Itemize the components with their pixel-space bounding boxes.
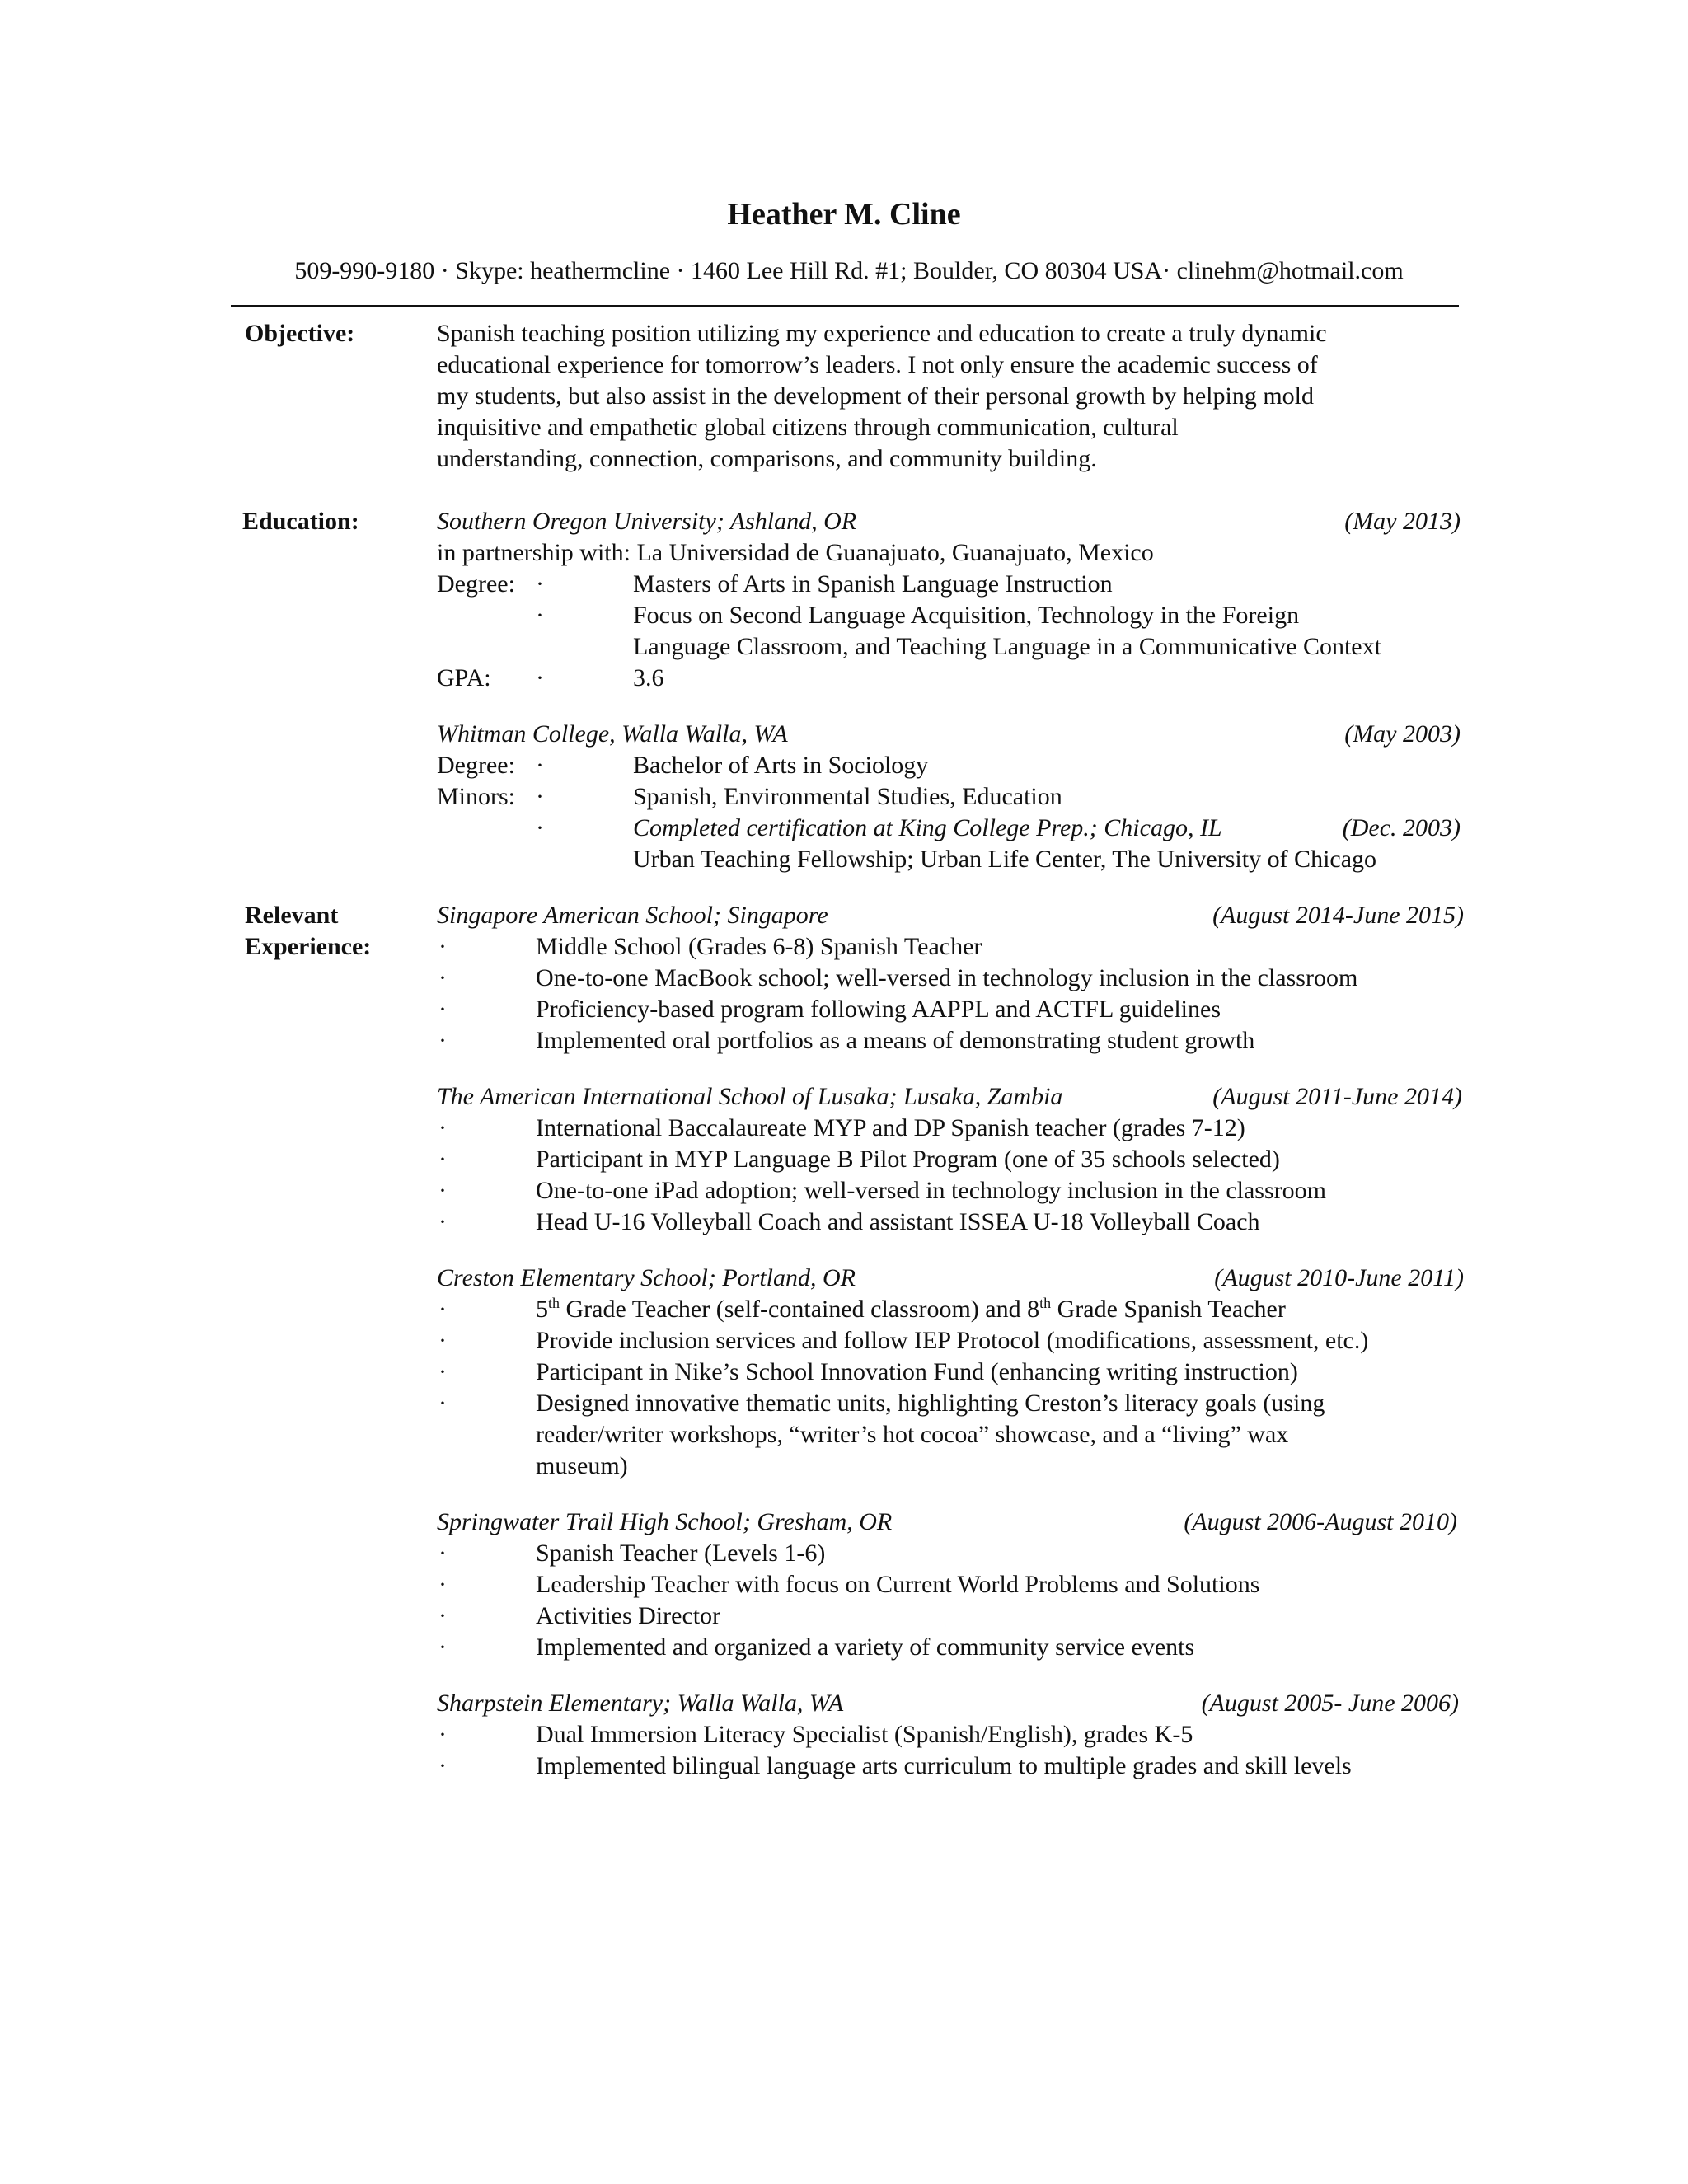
whitman-minors: Spanish, Environmental Studies, Education [633, 783, 1062, 810]
experience-label: Experience: [245, 933, 372, 960]
job-date: (August 2005- June 2006) [1201, 1690, 1459, 1717]
job-item-continued: reader/writer workshops, “writer’s hot cocoa” showcase, and a “living” wax [536, 1421, 1289, 1448]
sou-gpa: 3.6 [633, 664, 664, 691]
experience-label: Relevant [245, 902, 339, 929]
bullet: · [536, 783, 544, 810]
objective-line: my students, but also assist in the development of their personal growth by helping mold [437, 382, 1315, 410]
job-item: Head U-16 Volleyball Coach and assistant ISSEA U-18 Volleyball Coach [536, 1208, 1260, 1235]
job-item-continued: museum) [536, 1452, 628, 1479]
bullet: · [438, 1027, 447, 1054]
job-item: One-to-one MacBook school; well-versed in technology inclusion in the classroom [536, 964, 1358, 991]
bullet: · [438, 1633, 447, 1661]
bullet: · [438, 1390, 447, 1417]
whitman-degree: Bachelor of Arts in Sociology [633, 752, 929, 779]
sou-degree: Masters of Arts in Spanish Language Instruction [633, 570, 1113, 598]
sou-date: (May 2013) [1344, 508, 1461, 535]
whitman-cert-date: (Dec. 2003) [1342, 814, 1461, 841]
job-item: Provide inclusion services and follow IEP Protocol (modifications, assessment, etc.) [536, 1327, 1369, 1354]
job-date: (August 2014-June 2015) [1212, 902, 1464, 929]
education-label: Education: [242, 508, 359, 535]
job-title: Creston Elementary School; Portland, OR [437, 1264, 856, 1291]
resume-name: Heather M. Cline [727, 197, 961, 232]
sou-focus: Language Classroom, and Teaching Language in a Communicative Context [633, 633, 1381, 660]
bullet: · [536, 752, 544, 779]
objective-line: understanding, connection, comparisons, and community building. [437, 445, 1097, 472]
bullet: · [438, 1540, 447, 1567]
whitman-cert: Completed certification at King College Prep.; Chicago, IL [633, 814, 1222, 841]
job-date: (August 2010-June 2011) [1214, 1264, 1464, 1291]
bullet: · [438, 1208, 447, 1235]
bullet: · [438, 1602, 447, 1629]
whitman-degree-label: Degree: [437, 752, 515, 779]
bullet: · [536, 664, 544, 691]
job-item: Participant in MYP Language B Pilot Program (one of 35 schools selected) [536, 1146, 1280, 1173]
whitman-minors-label: Minors: [437, 783, 516, 810]
sou-focus: Focus on Second Language Acquisition, Technology in the Foreign [633, 602, 1300, 629]
job-date: (August 2011-June 2014) [1212, 1083, 1462, 1110]
bullet: · [536, 814, 544, 841]
job-date: (August 2006-August 2010) [1184, 1508, 1457, 1535]
job-item: Designed innovative thematic units, highlighting Creston’s literacy goals (using [536, 1390, 1325, 1417]
bullet: · [438, 1146, 447, 1173]
job-title: Sharpstein Elementary; Walla Walla, WA [437, 1690, 844, 1717]
bullet: · [438, 933, 447, 960]
job-item: Leadership Teacher with focus on Current World Problems and Solutions [536, 1571, 1260, 1598]
whitman-date: (May 2003) [1344, 720, 1461, 748]
bullet: · [438, 1296, 447, 1323]
job-item: Proficiency-based program following AAPPL and ACTFL guidelines [536, 996, 1221, 1023]
sou-school: Southern Oregon University; Ashland, OR [437, 508, 857, 535]
bullet: · [438, 1752, 447, 1779]
bullet: · [536, 570, 544, 598]
bullet: · [438, 1114, 447, 1141]
objective-line: inquisitive and empathetic global citizens through communication, cultural [437, 414, 1179, 441]
bullet: · [438, 1571, 447, 1598]
header-divider [231, 305, 1459, 307]
job-item: One-to-one iPad adoption; well-versed in technology inclusion in the classroom [536, 1177, 1326, 1204]
bullet: · [438, 1177, 447, 1204]
sou-gpa-label: GPA: [437, 664, 491, 691]
sou-partnership: in partnership with: La Universidad de Guanajuato, Guanajuato, Mexico [437, 539, 1154, 566]
bullet: · [438, 1358, 447, 1385]
job-item: Middle School (Grades 6-8) Spanish Teacher [536, 933, 982, 960]
bullet: · [536, 602, 544, 629]
job-item: Implemented bilingual language arts curriculum to multiple grades and skill levels [536, 1752, 1352, 1779]
job-item: Dual Immersion Literacy Specialist (Spanish/English), grades K-5 [536, 1721, 1193, 1748]
bullet: · [438, 1327, 447, 1354]
job-item: International Baccalaureate MYP and DP Spanish teacher (grades 7-12) [536, 1114, 1245, 1141]
job-item: Participant in Nike’s School Innovation Fund (enhancing writing instruction) [536, 1358, 1298, 1385]
sou-degree-label: Degree: [437, 570, 515, 598]
objective-line: Spanish teaching position utilizing my experience and education to create a truly dynamic [437, 320, 1327, 347]
bullet: · [438, 1721, 447, 1748]
contact-line: 509-990-9180 · Skype: heathermcline · 1460 Lee Hill Rd. #1; Boulder, CO 80304 USA· clinehm@hotmail.com [294, 257, 1404, 284]
job-item: Spanish Teacher (Levels 1-6) [536, 1540, 826, 1567]
job-item: Implemented and organized a variety of community service events [536, 1633, 1195, 1661]
objective-line: educational experience for tomorrow’s leaders. I not only ensure the academic success of [437, 351, 1318, 378]
whitman-school: Whitman College, Walla Walla, WA [437, 720, 788, 748]
bullet: · [438, 996, 447, 1023]
job-item: Implemented oral portfolios as a means of demonstrating student growth [536, 1027, 1255, 1054]
bullet: · [438, 964, 447, 991]
whitman-fellowship: Urban Teaching Fellowship; Urban Life Center, The University of Chicago [633, 846, 1377, 873]
job-title: Springwater Trail High School; Gresham, OR [437, 1508, 893, 1535]
job-title: Singapore American School; Singapore [437, 902, 828, 929]
job-title: The American International School of Lusaka; Lusaka, Zambia [437, 1083, 1063, 1110]
job-item-grade-teacher: 5th Grade Teacher (self-contained classroom) and 8th Grade Spanish Teacher [536, 1295, 1286, 1323]
objective-label: Objective: [245, 320, 355, 347]
job-item: Activities Director [536, 1602, 721, 1629]
